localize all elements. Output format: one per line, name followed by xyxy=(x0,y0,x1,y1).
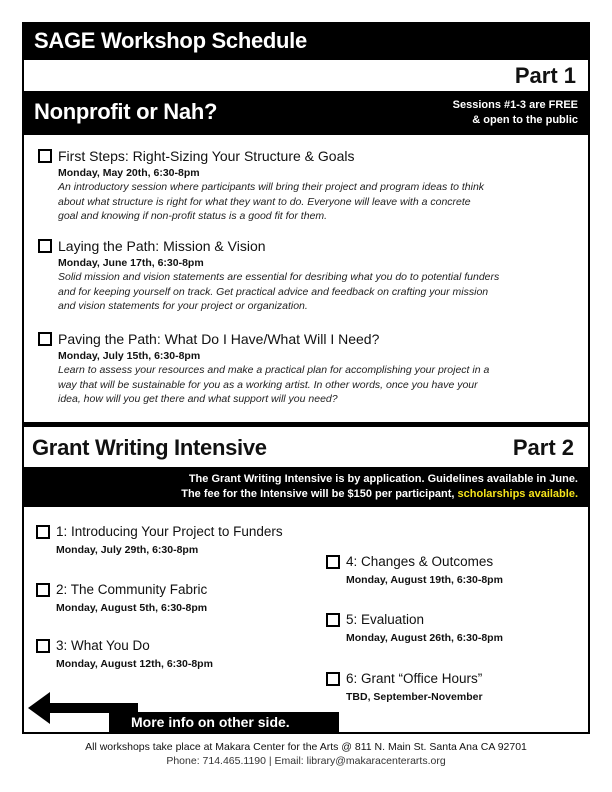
session-3-date: Monday, July 15th, 6:30-8pm xyxy=(58,350,201,362)
part1-heading: Nonprofit or Nah? xyxy=(34,99,218,124)
grant-session-5-checkbox[interactable] xyxy=(326,613,340,627)
grant-session-3-date: Monday, August 12th, 6:30-8pm xyxy=(56,658,213,670)
part1-note xyxy=(453,98,578,128)
footer-contact: Phone: 714.465.1190 | Email: library@makaracenterarts.org xyxy=(166,755,446,767)
grant-session-5-date: Monday, August 26th, 6:30-8pm xyxy=(346,632,503,644)
session-3-description: Learn to assess your resources and make a practical plan for accomplishing your project in a way that will be sustainable for you as a working artist. In other words, once you have your idea, how will you get there and what support will you need? xyxy=(58,364,490,405)
part2-note-bar xyxy=(24,467,588,507)
footer-address: All workshops take place at Makara Center for the Arts @ 811 N. Main St. Santa Ana CA 92701 xyxy=(85,741,527,753)
grant-session-6-date: TBD, September-November xyxy=(346,691,483,703)
grant-session-1-title: 1: Introducing Your Project to Funders xyxy=(56,524,283,539)
session-2 xyxy=(38,238,572,314)
grant-session-3-title: 3: What You Do xyxy=(56,638,150,653)
part2-heading: Grant Writing Intensive xyxy=(32,435,267,460)
grant-session-6-title: 6: Grant “Office Hours” xyxy=(346,671,483,686)
grant-session-6-checkbox[interactable] xyxy=(326,672,340,686)
scholarships-highlight: scholarships available. xyxy=(457,488,578,500)
session-1-description: An introductory session where participants will bring their project and program ideas to think about what structure is right for what they want to do. Everyone will leave with a concrete goal and knowing if non-profit status is a good fit for them. xyxy=(58,181,485,222)
part2-label: Part 2 xyxy=(512,435,574,460)
grant-session-3-checkbox[interactable] xyxy=(36,639,50,653)
grant-session-4 xyxy=(326,554,586,586)
part1-heading-bar xyxy=(24,91,588,135)
grant-session-4-checkbox[interactable] xyxy=(326,555,340,569)
part1-label-row xyxy=(24,61,588,91)
part1-note-line1: Sessions #1-3 are FREE xyxy=(452,99,578,111)
part2-note-line1: The Grant Writing Intensive is by application. Guidelines available in June. xyxy=(188,473,578,485)
grant-session-2-checkbox[interactable] xyxy=(36,583,50,597)
session-3-title: Paving the Path: What Do I Have/What Will I Need? xyxy=(58,331,380,347)
grant-session-1-checkbox[interactable] xyxy=(36,525,50,539)
part1-label: Part 1 xyxy=(514,63,576,88)
title-bar xyxy=(24,24,588,60)
grant-session-3 xyxy=(36,638,296,670)
part2-note xyxy=(181,472,578,502)
grant-session-2 xyxy=(36,582,296,614)
session-1-checkbox[interactable] xyxy=(38,149,52,163)
more-info-text: More info on other side. xyxy=(131,714,290,730)
grant-session-2-date: Monday, August 5th, 6:30-8pm xyxy=(56,602,208,614)
grant-session-5 xyxy=(326,612,586,644)
grant-session-6 xyxy=(326,671,586,703)
session-3 xyxy=(38,331,572,407)
session-2-checkbox[interactable] xyxy=(38,239,52,253)
session-1-date: Monday, May 20th, 6:30-8pm xyxy=(58,167,200,179)
grant-session-4-title: 4: Changes & Outcomes xyxy=(346,554,494,569)
grant-session-1-date: Monday, July 29th, 6:30-8pm xyxy=(56,544,199,556)
part2-heading-row xyxy=(24,427,588,467)
session-2-date: Monday, June 17th, 6:30-8pm xyxy=(58,257,204,269)
schedule-frame xyxy=(22,22,590,734)
session-1 xyxy=(38,148,572,224)
more-info-banner[interactable] xyxy=(109,712,339,732)
grant-session-2-title: 2: The Community Fabric xyxy=(56,582,208,597)
part2-note-line2: The fee for the Intensive will be $150 per participant, scholarships available. xyxy=(181,488,578,500)
session-1-title: First Steps: Right-Sizing Your Structure & Goals xyxy=(58,148,355,164)
session-2-title: Laying the Path: Mission & Vision xyxy=(58,238,266,254)
part1-note-line2: & open to the public xyxy=(472,114,578,126)
page-title: SAGE Workshop Schedule xyxy=(34,28,307,53)
session-3-checkbox[interactable] xyxy=(38,332,52,346)
grant-session-5-title: 5: Evaluation xyxy=(346,612,425,627)
session-2-description: Solid mission and vision statements are essential for desribing what you do to potential funders and for keeping yourself on track. Get practical advice and feedback on crafting your mission and vision statements for your project or organization. xyxy=(58,271,500,312)
grant-session-4-date: Monday, August 19th, 6:30-8pm xyxy=(346,574,503,586)
grant-session-1 xyxy=(36,524,296,556)
